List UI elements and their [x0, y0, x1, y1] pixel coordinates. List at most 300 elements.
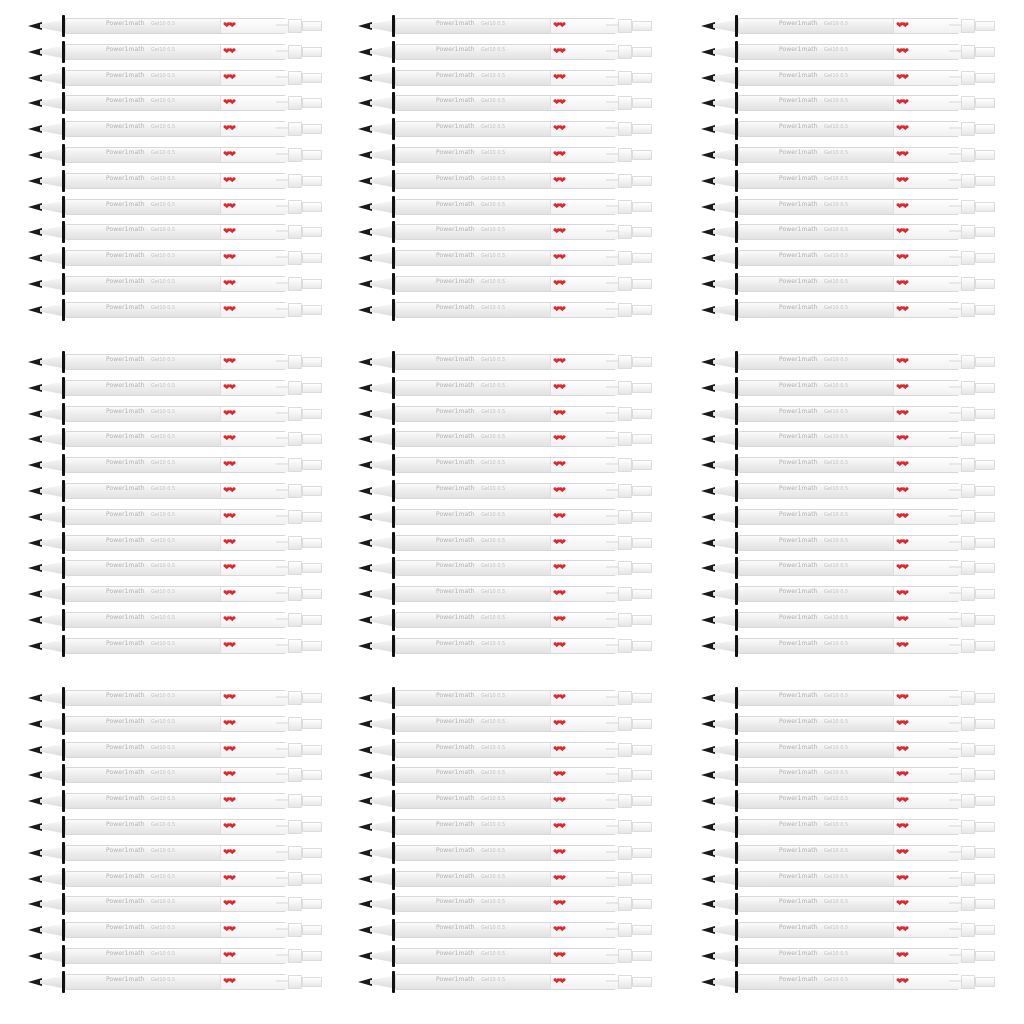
pen-grip-ring — [735, 635, 738, 657]
model-label: Gel10 0.5 — [151, 563, 176, 569]
hearts-icon: ❤❤ — [896, 641, 908, 651]
pen-cone — [713, 485, 735, 497]
pen-cone — [713, 976, 735, 988]
gel-pen — [26, 870, 326, 888]
pen-end-cap — [961, 975, 975, 989]
pen-grip-ring — [735, 557, 738, 579]
gel-pen — [26, 637, 326, 655]
pen-grip-ring — [62, 713, 65, 735]
pen-click-button — [975, 73, 995, 83]
brand-label: Power1math — [106, 873, 145, 880]
pen-tip — [701, 254, 715, 262]
pen-tip — [701, 99, 715, 107]
pen-tip — [701, 410, 715, 418]
brand-label: Power1math — [779, 744, 818, 751]
pen-tip — [358, 384, 372, 392]
pen-cone — [713, 408, 735, 420]
pen-cone — [370, 588, 392, 600]
pen-tip — [701, 306, 715, 314]
model-label: Gel10 0.5 — [151, 977, 176, 983]
pen-click-button — [302, 899, 322, 909]
pen-click-button — [632, 150, 652, 160]
pen-end-cap — [961, 536, 975, 550]
gel-pen — [356, 275, 656, 293]
gel-pen — [356, 301, 656, 319]
pen-tip — [28, 254, 42, 262]
gel-pen — [699, 430, 999, 448]
pen-grip-ring — [392, 764, 395, 786]
pen-grip-ring — [62, 739, 65, 761]
clip-mark — [276, 799, 288, 801]
brand-label: Power1math — [106, 20, 145, 27]
pen-cone — [713, 588, 735, 600]
brand-label: Power1math — [779, 433, 818, 440]
hearts-icon: ❤❤ — [223, 796, 235, 806]
pen-cone — [40, 821, 62, 833]
pen-grip-ring — [392, 919, 395, 941]
pen-cone — [40, 847, 62, 859]
model-label: Gel10 0.5 — [824, 98, 849, 104]
pen-cone — [713, 692, 735, 704]
gel-pen — [356, 973, 656, 991]
pen-end-cap — [618, 277, 632, 291]
brand-label: Power1math — [106, 976, 145, 983]
pen-tip — [28, 177, 42, 185]
gel-pen — [699, 379, 999, 397]
gel-pen — [699, 456, 999, 474]
gel-pen — [699, 198, 999, 216]
pen-grip-ring — [392, 170, 395, 192]
pen-click-button — [632, 770, 652, 780]
pen-group-1 — [26, 17, 336, 327]
pen-cone — [370, 46, 392, 58]
brand-label: Power1math — [779, 278, 818, 285]
hearts-icon: ❤❤ — [896, 460, 908, 470]
hearts-icon: ❤❤ — [553, 977, 565, 987]
pen-group-2 — [356, 17, 666, 327]
pen-grip-ring — [392, 635, 395, 657]
model-label: Gel10 0.5 — [824, 357, 849, 363]
brand-label: Power1math — [779, 304, 818, 311]
pen-end-cap — [618, 691, 632, 705]
hearts-icon: ❤❤ — [553, 409, 565, 419]
clip-mark — [949, 748, 961, 750]
pen-tip — [28, 280, 42, 288]
pen-grip-ring — [392, 583, 395, 605]
gel-pen — [699, 120, 999, 138]
model-label: Gel10 0.5 — [151, 796, 176, 802]
brand-label: Power1math — [436, 718, 475, 725]
pen-cone — [370, 898, 392, 910]
pen-tip — [28, 358, 42, 366]
pen-click-button — [632, 98, 652, 108]
model-label: Gel10 0.5 — [824, 227, 849, 233]
pen-click-button — [302, 176, 322, 186]
pen-click-button — [302, 73, 322, 83]
hearts-icon: ❤❤ — [896, 977, 908, 987]
pen-end-cap — [618, 303, 632, 317]
pen-cone — [370, 614, 392, 626]
pen-grip-ring — [62, 583, 65, 605]
gel-pen — [699, 69, 999, 87]
brand-label: Power1math — [779, 562, 818, 569]
clip-mark — [606, 101, 618, 103]
pen-end-cap — [288, 200, 302, 214]
hearts-icon: ❤❤ — [896, 98, 908, 108]
model-label: Gel10 0.5 — [481, 124, 506, 130]
model-label: Gel10 0.5 — [481, 486, 506, 492]
brand-label: Power1math — [436, 123, 475, 130]
gel-pen — [699, 146, 999, 164]
pen-end-cap — [961, 484, 975, 498]
pen-cone — [40, 123, 62, 135]
clip-mark — [949, 592, 961, 594]
hearts-icon: ❤❤ — [896, 874, 908, 884]
model-label: Gel10 0.5 — [824, 486, 849, 492]
hearts-icon: ❤❤ — [553, 305, 565, 315]
model-label: Gel10 0.5 — [481, 874, 506, 880]
gel-pen — [26, 94, 326, 112]
gel-pen — [26, 249, 326, 267]
hearts-icon: ❤❤ — [896, 305, 908, 315]
hearts-icon: ❤❤ — [896, 563, 908, 573]
pen-cone — [713, 149, 735, 161]
pen-grip-ring — [735, 92, 738, 114]
brand-label: Power1math — [436, 485, 475, 492]
brand-label: Power1math — [436, 898, 475, 905]
pen-end-cap — [961, 923, 975, 937]
pen-click-button — [975, 47, 995, 57]
pen-end-cap — [618, 484, 632, 498]
model-label: Gel10 0.5 — [481, 460, 506, 466]
model-label: Gel10 0.5 — [481, 383, 506, 389]
hearts-icon: ❤❤ — [223, 73, 235, 83]
pen-click-button — [975, 770, 995, 780]
brand-label: Power1math — [779, 769, 818, 776]
model-label: Gel10 0.5 — [481, 512, 506, 518]
pen-cone — [713, 356, 735, 368]
pen-end-cap — [961, 122, 975, 136]
model-label: Gel10 0.5 — [481, 150, 506, 156]
clip-mark — [276, 308, 288, 310]
model-label: Gel10 0.5 — [824, 745, 849, 751]
pen-grip-ring — [735, 764, 738, 786]
pen-click-button — [302, 641, 322, 651]
brand-label: Power1math — [436, 950, 475, 957]
hearts-icon: ❤❤ — [553, 202, 565, 212]
model-label: Gel10 0.5 — [151, 279, 176, 285]
hearts-icon: ❤❤ — [223, 563, 235, 573]
pen-click-button — [632, 227, 652, 237]
clip-mark — [276, 50, 288, 52]
hearts-icon: ❤❤ — [223, 951, 235, 961]
model-label: Gel10 0.5 — [824, 874, 849, 880]
pen-end-cap — [618, 432, 632, 446]
pen-tip — [358, 487, 372, 495]
gel-pen — [356, 921, 656, 939]
clip-mark — [949, 489, 961, 491]
clip-mark — [276, 24, 288, 26]
pen-cone — [713, 821, 735, 833]
pen-cone — [40, 562, 62, 574]
pen-tip — [28, 590, 42, 598]
pen-grip-ring — [735, 971, 738, 993]
model-label: Gel10 0.5 — [481, 563, 506, 569]
pen-grip-ring — [735, 480, 738, 502]
pen-end-cap — [288, 225, 302, 239]
pen-end-cap — [618, 897, 632, 911]
pen-end-cap — [961, 820, 975, 834]
pen-tip — [358, 410, 372, 418]
pen-grip-ring — [735, 687, 738, 709]
gel-pen — [26, 275, 326, 293]
gel-pen — [699, 559, 999, 577]
clip-mark — [949, 825, 961, 827]
hearts-icon: ❤❤ — [553, 770, 565, 780]
pen-cone — [713, 640, 735, 652]
model-label: Gel10 0.5 — [481, 848, 506, 854]
pen-click-button — [302, 745, 322, 755]
pen-cone — [40, 304, 62, 316]
brand-label: Power1math — [436, 640, 475, 647]
model-label: Gel10 0.5 — [481, 745, 506, 751]
gel-pen — [699, 94, 999, 112]
hearts-icon: ❤❤ — [223, 977, 235, 987]
brand-label: Power1math — [436, 562, 475, 569]
pen-tip — [28, 900, 42, 908]
hearts-icon: ❤❤ — [223, 770, 235, 780]
pen-grip-ring — [735, 739, 738, 761]
gel-pen — [356, 69, 656, 87]
pen-end-cap — [618, 200, 632, 214]
model-label: Gel10 0.5 — [481, 899, 506, 905]
brand-label: Power1math — [779, 847, 818, 854]
pen-grip-ring — [62, 67, 65, 89]
brand-label: Power1math — [436, 304, 475, 311]
pen-tip — [701, 823, 715, 831]
pen-cone — [370, 433, 392, 445]
pen-click-button — [975, 279, 995, 289]
gel-pen — [356, 844, 656, 862]
hearts-icon: ❤❤ — [553, 615, 565, 625]
pen-tip — [701, 849, 715, 857]
pen-end-cap — [961, 846, 975, 860]
model-label: Gel10 0.5 — [151, 693, 176, 699]
gel-pen — [699, 585, 999, 603]
pen-grip-ring — [735, 532, 738, 554]
gel-pen — [699, 689, 999, 707]
clip-mark — [606, 76, 618, 78]
pen-tip — [28, 384, 42, 392]
gel-pen — [699, 973, 999, 991]
pen-grip-ring — [735, 170, 738, 192]
brand-label: Power1math — [779, 226, 818, 233]
gel-pen — [356, 249, 656, 267]
pen-end-cap — [618, 743, 632, 757]
pen-grip-ring — [62, 557, 65, 579]
hearts-icon: ❤❤ — [896, 434, 908, 444]
pen-tip — [701, 48, 715, 56]
model-label: Gel10 0.5 — [481, 409, 506, 415]
model-label: Gel10 0.5 — [481, 770, 506, 776]
pen-end-cap — [288, 872, 302, 886]
model-label: Gel10 0.5 — [151, 202, 176, 208]
hearts-icon: ❤❤ — [896, 73, 908, 83]
pen-click-button — [975, 150, 995, 160]
pen-end-cap — [961, 45, 975, 59]
pen-cone — [40, 433, 62, 445]
pen-grip-ring — [735, 945, 738, 967]
pen-cone — [370, 640, 392, 652]
hearts-icon: ❤❤ — [223, 899, 235, 909]
pen-tip — [358, 151, 372, 159]
model-label: Gel10 0.5 — [481, 796, 506, 802]
clip-mark — [606, 541, 618, 543]
pen-tip — [28, 228, 42, 236]
pen-end-cap — [288, 458, 302, 472]
clip-mark — [949, 127, 961, 129]
pen-grip-ring — [62, 377, 65, 399]
gel-pen — [699, 637, 999, 655]
pen-end-cap — [618, 639, 632, 653]
pen-click-button — [975, 176, 995, 186]
pen-tip — [701, 513, 715, 521]
gel-pen — [356, 120, 656, 138]
gel-pen — [26, 508, 326, 526]
pen-end-cap — [961, 613, 975, 627]
pen-click-button — [632, 383, 652, 393]
pen-tip — [358, 797, 372, 805]
pen-cone — [40, 950, 62, 962]
gel-pen — [699, 715, 999, 733]
pen-cone — [40, 459, 62, 471]
clip-mark — [606, 877, 618, 879]
pen-grip-ring — [735, 67, 738, 89]
hearts-icon: ❤❤ — [223, 719, 235, 729]
pen-grip-ring — [392, 945, 395, 967]
gel-pen — [26, 559, 326, 577]
model-label: Gel10 0.5 — [824, 253, 849, 259]
pen-tip — [28, 203, 42, 211]
clip-mark — [606, 644, 618, 646]
pen-cone — [370, 149, 392, 161]
hearts-icon: ❤❤ — [896, 486, 908, 496]
pen-group-4 — [26, 353, 336, 663]
pen-click-button — [975, 745, 995, 755]
pen-tip — [358, 616, 372, 624]
hearts-icon: ❤❤ — [223, 176, 235, 186]
pen-end-cap — [288, 794, 302, 808]
hearts-icon: ❤❤ — [896, 202, 908, 212]
model-label: Gel10 0.5 — [481, 253, 506, 259]
pen-cone — [370, 201, 392, 213]
hearts-icon: ❤❤ — [896, 770, 908, 780]
gel-pen — [356, 223, 656, 241]
pen-cone — [40, 149, 62, 161]
brand-label: Power1math — [436, 356, 475, 363]
pen-end-cap — [288, 639, 302, 653]
pen-grip-ring — [392, 739, 395, 761]
pen-group-3 — [699, 17, 1009, 327]
gel-pen — [356, 379, 656, 397]
pen-group-6 — [699, 353, 1009, 663]
pen-tip — [28, 48, 42, 56]
gel-pen — [26, 895, 326, 913]
gel-pen — [699, 844, 999, 862]
pen-end-cap — [961, 458, 975, 472]
hearts-icon: ❤❤ — [223, 305, 235, 315]
clip-mark — [276, 101, 288, 103]
pen-grip-ring — [735, 299, 738, 321]
pen-grip-ring — [392, 842, 395, 864]
hearts-icon: ❤❤ — [223, 641, 235, 651]
hearts-icon: ❤❤ — [553, 124, 565, 134]
gel-pen — [26, 172, 326, 190]
model-label: Gel10 0.5 — [151, 615, 176, 621]
pen-grip-ring — [392, 299, 395, 321]
model-label: Gel10 0.5 — [824, 383, 849, 389]
hearts-icon: ❤❤ — [896, 253, 908, 263]
clip-mark — [949, 282, 961, 284]
clip-mark — [276, 179, 288, 181]
hearts-icon: ❤❤ — [223, 357, 235, 367]
pen-grip-ring — [62, 919, 65, 941]
clip-mark — [276, 489, 288, 491]
pen-cone — [713, 72, 735, 84]
pen-click-button — [302, 124, 322, 134]
clip-mark — [276, 230, 288, 232]
pen-click-button — [975, 563, 995, 573]
pen-click-button — [302, 512, 322, 522]
pen-click-button — [302, 434, 322, 444]
brand-label: Power1math — [436, 149, 475, 156]
pen-cone — [713, 46, 735, 58]
hearts-icon: ❤❤ — [553, 848, 565, 858]
brand-label: Power1math — [106, 898, 145, 905]
pen-tip — [28, 487, 42, 495]
model-label: Gel10 0.5 — [824, 977, 849, 983]
clip-mark — [606, 489, 618, 491]
model-label: Gel10 0.5 — [481, 47, 506, 53]
brand-label: Power1math — [779, 252, 818, 259]
hearts-icon: ❤❤ — [896, 279, 908, 289]
pen-tip — [358, 926, 372, 934]
pen-end-cap — [288, 484, 302, 498]
pen-tip — [28, 539, 42, 547]
hearts-icon: ❤❤ — [553, 796, 565, 806]
gel-pen — [356, 741, 656, 759]
brand-label: Power1math — [779, 692, 818, 699]
model-label: Gel10 0.5 — [481, 719, 506, 725]
clip-mark — [949, 980, 961, 982]
clip-mark — [276, 463, 288, 465]
clip-mark — [276, 566, 288, 568]
hearts-icon: ❤❤ — [223, 538, 235, 548]
hearts-icon: ❤❤ — [553, 227, 565, 237]
pen-tip — [28, 694, 42, 702]
hearts-icon: ❤❤ — [223, 434, 235, 444]
brand-label: Power1math — [779, 821, 818, 828]
gel-pen — [356, 611, 656, 629]
pen-click-button — [302, 47, 322, 57]
hearts-icon: ❤❤ — [553, 951, 565, 961]
pen-click-button — [632, 589, 652, 599]
brand-label: Power1math — [106, 433, 145, 440]
pen-end-cap — [618, 587, 632, 601]
clip-mark — [606, 256, 618, 258]
pen-grip-ring — [392, 144, 395, 166]
pen-grip-ring — [392, 15, 395, 37]
